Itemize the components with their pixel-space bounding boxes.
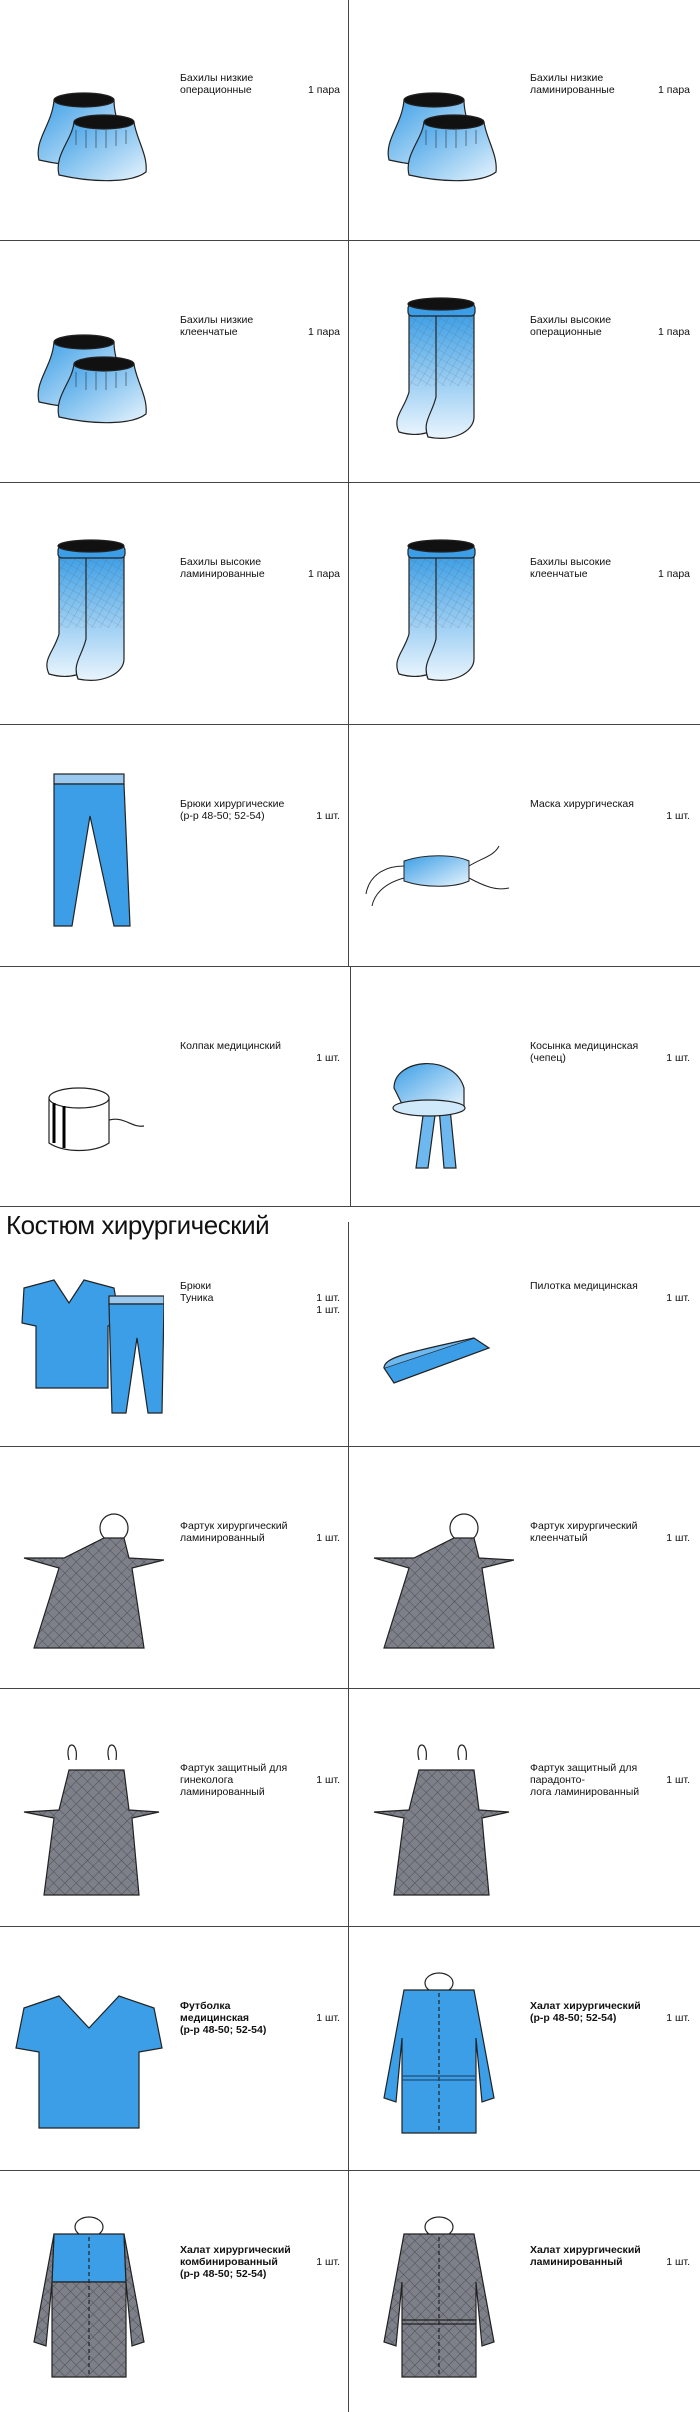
product-item [350, 242, 698, 482]
combined-gown-icon [14, 2212, 164, 2382]
product-name: Бахилы высокие операционные [530, 314, 612, 338]
section-title: Костюм хирургический [6, 1210, 270, 1240]
product-quantity: 1 пара [658, 326, 690, 338]
product-item [350, 968, 698, 1208]
product-name: Бахилы низкие клеенчатые [180, 314, 254, 338]
row-divider [0, 240, 700, 241]
row-divider [0, 1688, 700, 1689]
product-name: Фартук хирургический клеенчатый [530, 1520, 638, 1544]
trousers-icon [14, 766, 164, 936]
surgical-suit-icon [14, 1248, 164, 1418]
product-quantity: 1 шт. [666, 1052, 690, 1064]
low-shoe-cover-icon [14, 282, 164, 452]
product-quantity: 1 шт. [316, 1774, 340, 1786]
product-quantity: 1 шт. [666, 2012, 690, 2024]
apron-icon [14, 1488, 164, 1658]
product-name: Брюки хирургические (р-р 48-50; 52-54) [180, 798, 285, 822]
product-quantity: 1 шт. [666, 810, 690, 822]
protective-apron-icon [14, 1730, 164, 1900]
product-name: Колпак медицинский [180, 1040, 281, 1052]
product-item [350, 484, 698, 724]
laminated-gown-icon [364, 2212, 514, 2382]
product-quantity: 1 шт. [666, 1292, 690, 1304]
low-shoe-cover-icon [14, 40, 164, 210]
high-shoe-cover-icon [364, 524, 514, 694]
product-quantity: 1 шт. [316, 2256, 340, 2268]
product-quantity: 1 пара [308, 326, 340, 338]
product-name: Фартук защитный для парадонто- лога ламинированный [530, 1762, 640, 1798]
product-item [350, 726, 698, 966]
product-name: Бахилы низкие операционные [180, 72, 254, 96]
product-name: Маска хирургическая [530, 798, 634, 810]
product-item [350, 1208, 698, 1448]
high-shoe-cover-icon [14, 524, 164, 694]
apron-icon [364, 1488, 514, 1658]
product-name: Брюки Туника [180, 1280, 214, 1304]
product-item [0, 2172, 348, 2412]
product-quantity: 1 шт. [316, 2012, 340, 2024]
product-quantity: 1 пара [308, 568, 340, 580]
low-shoe-cover-icon [364, 40, 514, 210]
product-item [0, 1690, 348, 1930]
product-quantity: 1 пара [308, 84, 340, 96]
product-item [350, 1448, 698, 1688]
product-quantity: 1 шт. [666, 1532, 690, 1544]
product-item [0, 1448, 348, 1688]
product-item [350, 1690, 698, 1930]
protective-apron-icon [364, 1730, 514, 1900]
product-quantity: 1 шт. [316, 810, 340, 822]
high-shoe-cover-icon [364, 282, 514, 452]
product-item [0, 726, 348, 966]
product-quantity: 1 шт. 1 шт. [316, 1292, 340, 1316]
product-item [0, 968, 348, 1208]
row-divider [0, 482, 700, 483]
tshirt-icon [14, 1968, 164, 2138]
product-name: Халат хирургический ламинированный [530, 2244, 641, 2268]
product-item [0, 1208, 348, 1448]
product-quantity: 1 пара [658, 568, 690, 580]
product-name: Бахилы высокие ламинированные [180, 556, 265, 580]
medical-cap-icon [14, 1008, 164, 1178]
product-quantity: 1 шт. [316, 1532, 340, 1544]
product-quantity: 1 пара [658, 84, 690, 96]
gown-icon [364, 1968, 514, 2138]
product-name: Бахилы низкие ламинированные [530, 72, 615, 96]
product-name: Косынка медицинская (чепец) [530, 1040, 639, 1064]
headscarf-icon [364, 1008, 514, 1178]
surgical-mask-icon [364, 766, 514, 936]
product-quantity: 1 шт. [666, 1774, 690, 1786]
product-item [0, 0, 348, 240]
product-item [350, 0, 698, 240]
column-divider [348, 0, 349, 966]
row-divider [0, 2170, 700, 2171]
product-quantity: 1 шт. [666, 2256, 690, 2268]
product-name: Фартук хирургический ламинированный [180, 1520, 288, 1544]
product-name: Пилотка медицинская [530, 1280, 638, 1292]
column-divider [348, 1222, 349, 2412]
product-name: Халат хирургический (р-р 48-50; 52-54) [530, 2000, 641, 2024]
product-quantity: 1 шт. [316, 1052, 340, 1064]
product-name: Халат хирургический комбинированный (р-р 48-50; 52-54) [180, 2244, 291, 2280]
row-divider [0, 724, 700, 725]
product-name: Фартук защитный для гинеколога ламинированный [180, 1762, 288, 1798]
product-item [0, 484, 348, 724]
product-item [0, 242, 348, 482]
product-item [0, 1928, 348, 2168]
product-name: Бахилы высокие клеенчатые [530, 556, 612, 580]
product-item [350, 1928, 698, 2168]
product-item [350, 2172, 698, 2412]
product-name: Футболка медицинская (р-р 48-50; 52-54) [180, 2000, 267, 2036]
garrison-cap-icon [364, 1248, 514, 1418]
